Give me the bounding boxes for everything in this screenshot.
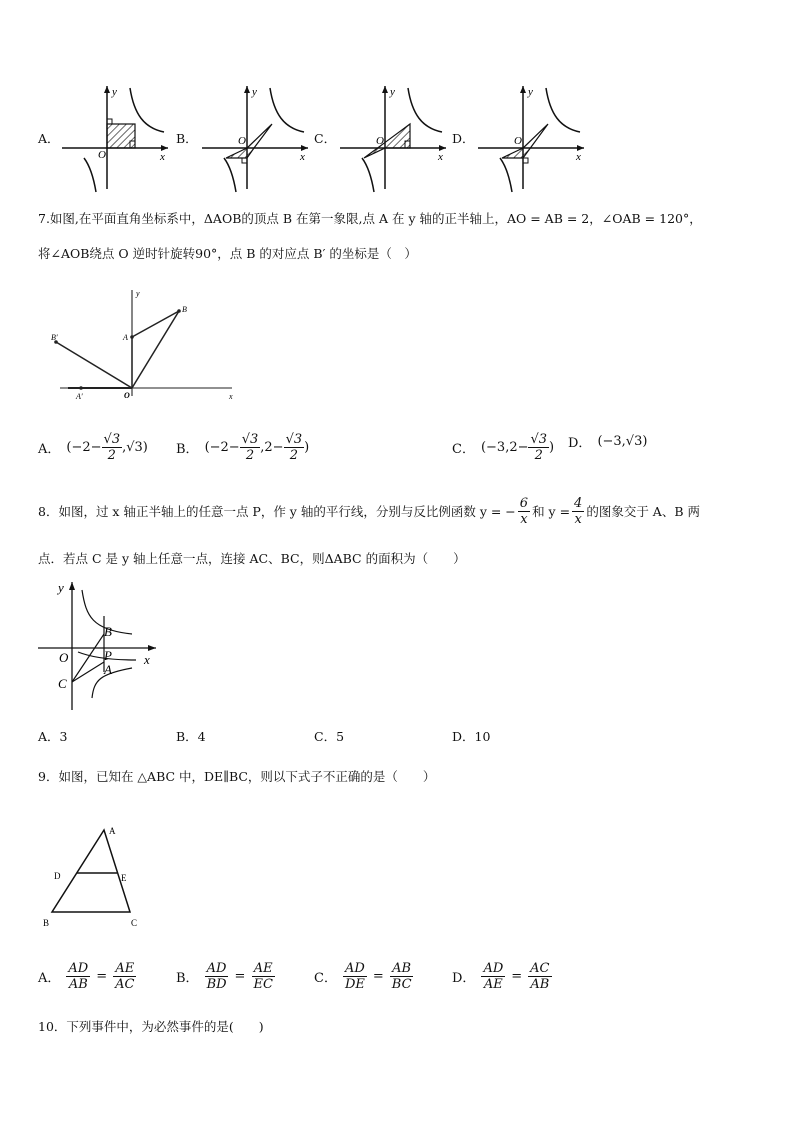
q9-figure (38, 822, 148, 930)
q7-option-b (176, 432, 309, 463)
q9-option-a: A． $\frac{AD}{AB}$ = $\frac{AE}{AC}$ (38, 961, 135, 992)
q7-aprime-label: A′ (76, 392, 83, 401)
q9-option-c-label: C． (314, 971, 337, 986)
q7-stem-line1: 7.如图,在平面直角坐标系中，ΔAOB的顶点 B 在第一象限,点 A 在 y 轴的正半轴上，AO = AB = 2，∠OAB = 120°， (38, 211, 702, 226)
q7-x-label: x (229, 392, 233, 401)
q10-stem: 10．下列事件中，为必然事件的是( ) (38, 1019, 264, 1034)
q8-o-label: O (59, 650, 69, 665)
q6b-y-label: y (252, 86, 257, 98)
q9-option-d-label: D． (452, 971, 476, 986)
q8-c-label: C (58, 676, 67, 691)
q9b-r-num: AE (253, 961, 273, 976)
q8-frac1-den: x (520, 512, 528, 527)
q9-c-label: C (131, 918, 138, 928)
q9-option-d: D． $\frac{AD}{AE}$ = $\frac{AC}{AB}$ (452, 961, 550, 992)
q6-option-c-label: C． (314, 131, 337, 146)
q6d-y-label: y (528, 86, 533, 98)
q8-frac2-num: 4 (574, 496, 583, 511)
q6c-x-label: x (438, 151, 443, 163)
q6-option-b-label: B． (176, 131, 198, 146)
q9c-r-den: BC (391, 977, 412, 992)
q9b-l-num: AD (206, 961, 227, 976)
q9a-l-den: AB (68, 977, 88, 992)
q9-b-label: B (43, 918, 50, 928)
q8-stem-line2: 点．若点 C 是 y 轴上任意一点，连接 AC、BC，则ΔABC 的面积为（ ） (38, 551, 466, 566)
q7-option-a (38, 432, 148, 463)
q9d-r-den: AB (530, 977, 550, 992)
q7-option-d (568, 432, 647, 451)
q8-frac2-den: x (574, 512, 582, 527)
q7-option-c-label: C． (452, 442, 475, 457)
q8-stem-part2: 和 y = (532, 503, 571, 519)
q7-option-b-expr: (−2− $\frac{√3}{2}$ ,2− $\frac{√3}{2}$ ) (204, 432, 310, 463)
q6c-origin: O (376, 135, 384, 147)
q7-b-label: B (182, 305, 187, 314)
q6b-origin: O (238, 135, 246, 147)
q9d-l-den: AE (483, 977, 503, 992)
q9-option-a-label: A． (38, 971, 61, 986)
q7-option-c (452, 432, 554, 463)
q8-option-a: A．3 (38, 729, 68, 744)
q6b-x-label: x (300, 151, 305, 163)
q8-fraction-1 (518, 496, 530, 527)
q9a-r-num: AE (115, 961, 135, 976)
q7-option-a-expr: (−2− $\frac{√3}{2}$ ,√3) (66, 432, 148, 463)
q6d-origin: O (514, 135, 522, 147)
q7-stem-line2: 将∠AOB绕点 O 逆时针旋转90°，点 B 的对应点 B′ 的坐标是（ ） (38, 246, 417, 261)
q6d-x-label: x (576, 151, 581, 163)
q8-fraction-2 (572, 496, 584, 527)
q6a-y-label: y (112, 86, 117, 98)
q7-a-label: A (123, 333, 128, 342)
q9b-r-den: EC (253, 977, 273, 992)
q8-p-label: P (104, 648, 112, 663)
q7-option-a-label: A． (38, 442, 61, 457)
q6-option-d-label: D． (452, 131, 475, 146)
q6a-x-label: x (160, 151, 165, 163)
q8-y-label: y (58, 580, 64, 595)
q7-o-label: O (124, 391, 130, 400)
q8-stem-line1 (38, 496, 700, 527)
q7-figure (40, 284, 240, 402)
q8-option-d: D．10 (452, 729, 491, 744)
q9b-l-den: BD (206, 977, 227, 992)
q7-bprime-label: B′ (51, 333, 58, 342)
q6-graph-b (198, 84, 310, 194)
q9-option-b: B． $\frac{AD}{BD}$ = $\frac{AE}{EC}$ (176, 961, 273, 992)
q7-option-b-label: B． (176, 442, 199, 457)
q8-frac1-num: 6 (519, 496, 529, 511)
q6-graph-d (474, 84, 586, 194)
q7-option-d-label: D． (568, 436, 592, 451)
q8-option-b: B．4 (176, 729, 206, 744)
q9-option-c: C． $\frac{AD}{DE}$ = $\frac{AB}{BC}$ (314, 961, 412, 992)
q9d-r-num: AC (530, 961, 550, 976)
q6-graph-c (336, 84, 448, 194)
q9c-r-num: AB (392, 961, 412, 976)
q9d-l-num: AD (483, 961, 504, 976)
q8-x-label: x (144, 652, 150, 667)
q8-a-label: A (104, 662, 112, 677)
q7-option-d-expr: (−3,√3) (597, 434, 648, 449)
q6c-y-label: y (390, 86, 395, 98)
q9-a-label: A (109, 826, 116, 836)
q9-option-b-label: B． (176, 971, 199, 986)
q6a-origin: O (98, 149, 106, 161)
q9-stem: 9．如图，已知在 △ABC 中，DE∥BC，则以下式子不正确的是（ ） (38, 769, 436, 784)
q9a-r-den: AC (115, 977, 135, 992)
q9c-l-num: AD (345, 961, 365, 976)
q6-graph-a (60, 84, 170, 194)
q9c-l-den: DE (344, 977, 365, 992)
q6-option-a-label: A． (38, 131, 60, 146)
q9-d-label: D (54, 871, 61, 881)
q8-stem-part3: 的图象交于 A、B 两 (586, 503, 700, 519)
q9-e-label: E (121, 873, 127, 883)
q7-option-c-expr: (−3,2− $\frac{√3}{2}$ ) (480, 432, 555, 463)
q9a-l-num: AD (68, 961, 89, 976)
q8-option-c: C．5 (314, 729, 345, 744)
q8-figure (36, 576, 162, 716)
q8-b-label: B (104, 624, 112, 639)
q7-y-label: y (136, 289, 140, 298)
q8-stem-part1: 8．如图，过 x 轴正半轴上的任意一点 P，作 y 轴的平行线，分别与反比例函数 y = − (38, 503, 516, 519)
